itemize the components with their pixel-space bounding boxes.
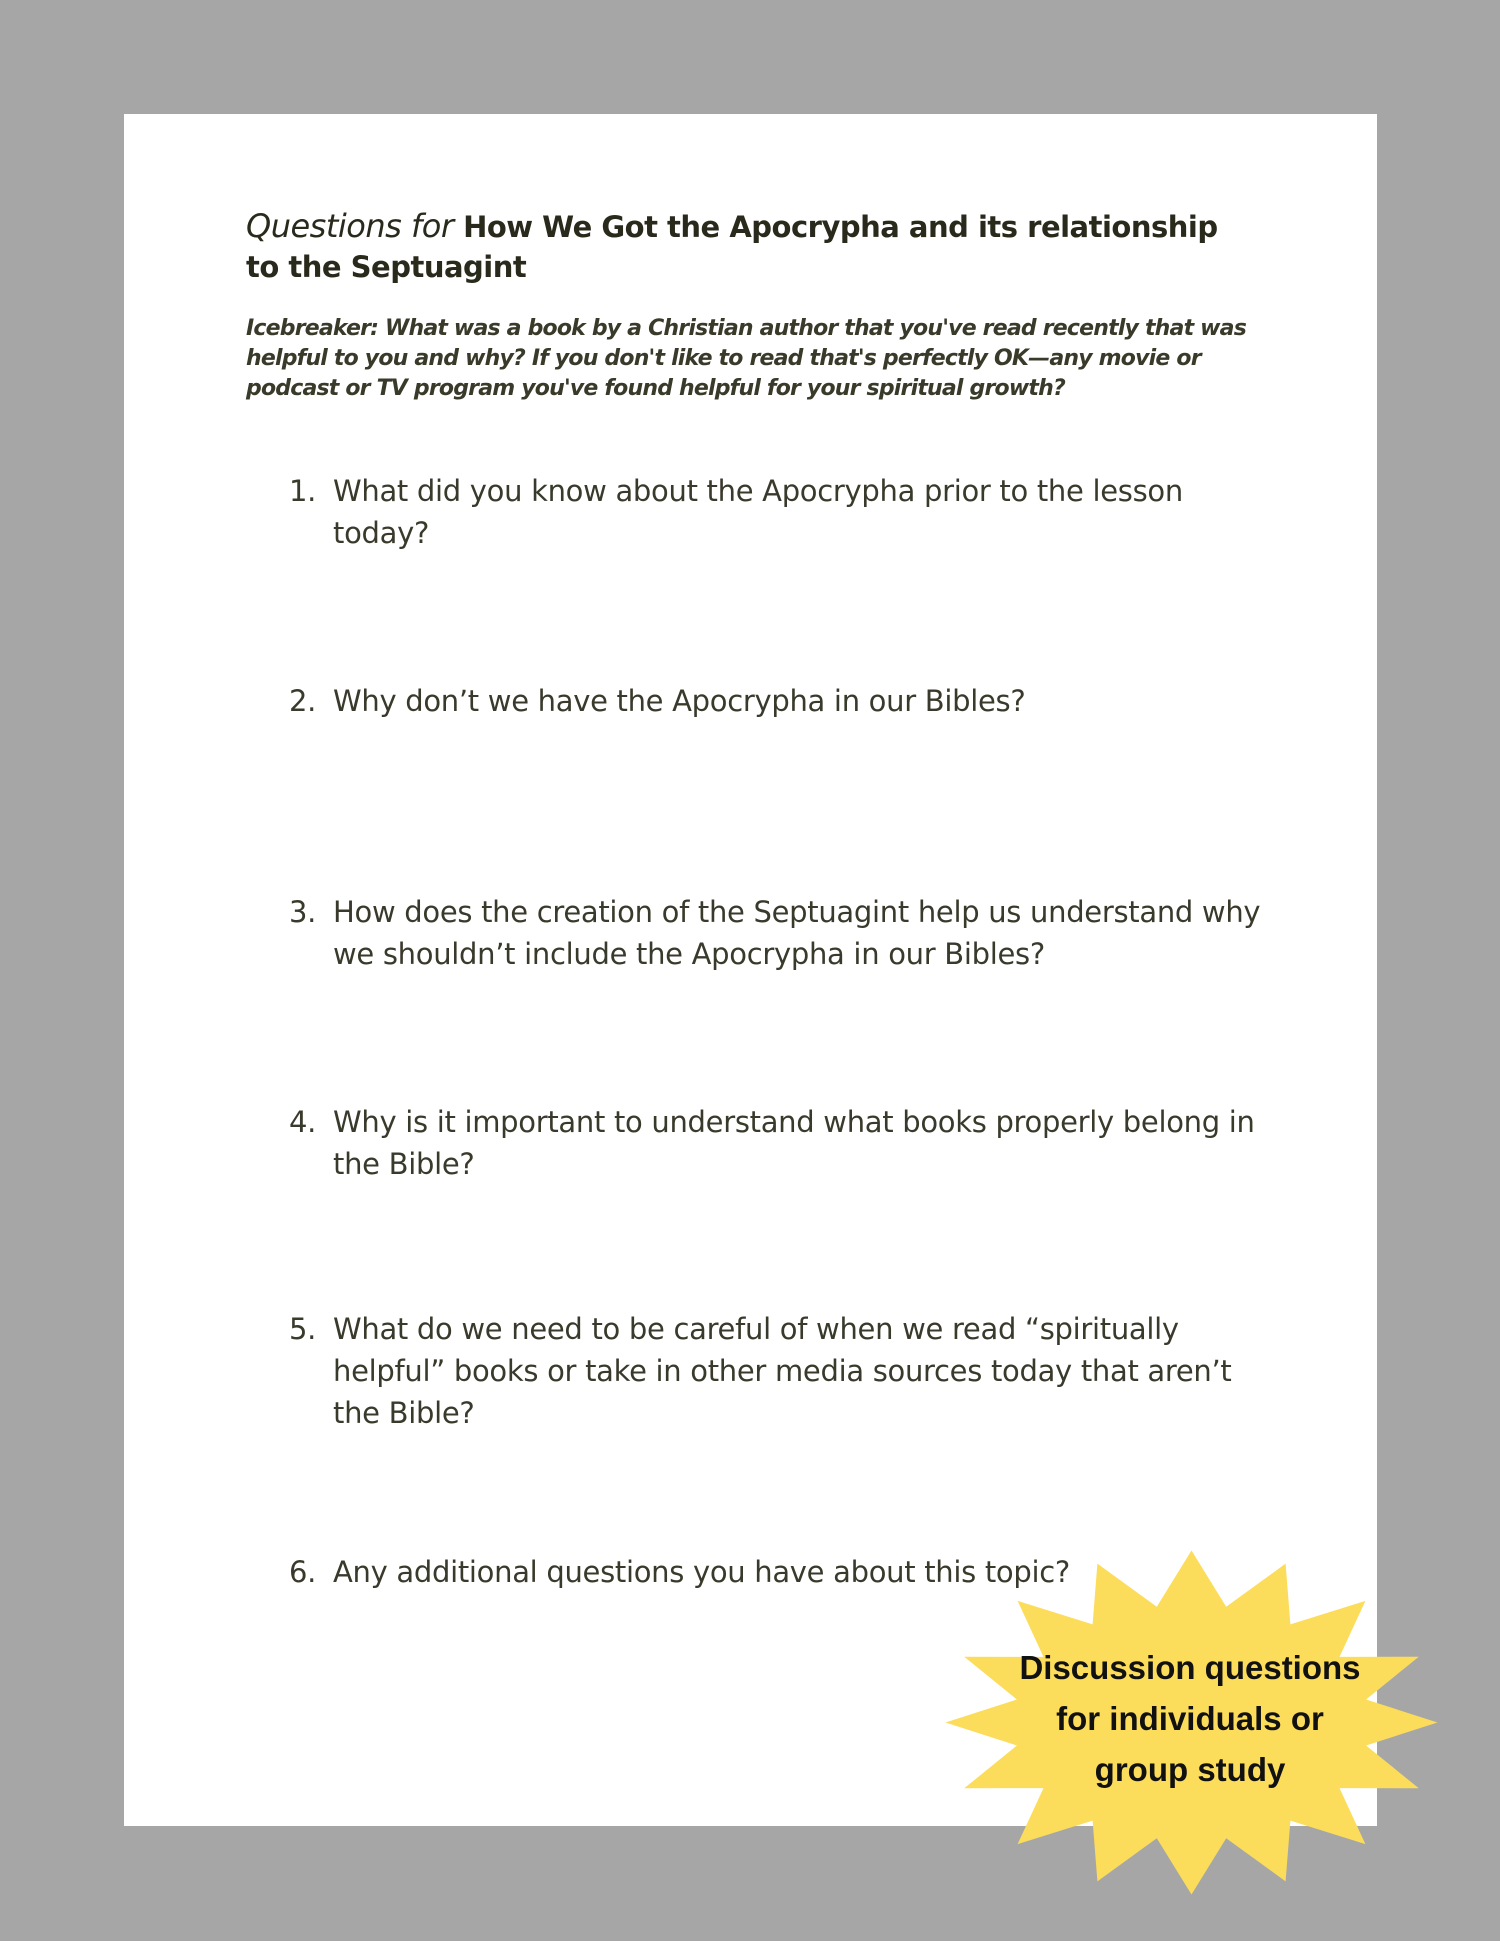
badge-line: Discussion questions xyxy=(1019,1649,1361,1686)
question-text: Why don’t we have the Apocrypha in our Bibles? xyxy=(333,684,1026,718)
question-number: 3. xyxy=(289,895,317,929)
question-text: What did you know about the Apocrypha prior to the lesson today? xyxy=(333,474,1183,550)
question-text: Any additional questions you have about this topic? xyxy=(333,1555,1070,1589)
icebreaker-text: Icebreaker: What was a book by a Christian author that you've read recently that was helpful to you and why? If you don't like to read that's perfectly OK—any movie or podcast or TV program you've found helpful for your spiritual growth? xyxy=(246,316,1247,401)
question-number: 6. xyxy=(289,1555,317,1589)
badge-line: for individuals or xyxy=(1056,1700,1324,1737)
title-main: How We Got the Apocrypha and its relationship to the Septuagint xyxy=(246,210,1218,284)
question-number: 4. xyxy=(289,1105,317,1139)
badge-line: group study xyxy=(1094,1751,1286,1788)
document-title xyxy=(246,206,1256,287)
question-text: What do we need to be careful of when we read “spiritually helpful” books or take in other media sources today that aren’t the Bible? xyxy=(333,1312,1232,1430)
question-item xyxy=(289,1308,1269,1434)
question-number: 2. xyxy=(289,684,317,718)
question-text: Why is it important to understand what books properly belong in the Bible? xyxy=(333,1105,1255,1181)
question-item xyxy=(289,891,1269,975)
question-item xyxy=(289,680,1269,722)
question-item xyxy=(289,470,1269,554)
question-number: 1. xyxy=(289,474,317,508)
question-number: 5. xyxy=(289,1312,317,1346)
question-item xyxy=(289,1101,1269,1185)
badge-label xyxy=(985,1642,1395,1795)
question-text: How does the creation of the Septuagint help us understand why we shouldn’t include the Apocrypha in our Bibles? xyxy=(333,895,1261,971)
title-prefix: Questions for xyxy=(246,207,454,245)
